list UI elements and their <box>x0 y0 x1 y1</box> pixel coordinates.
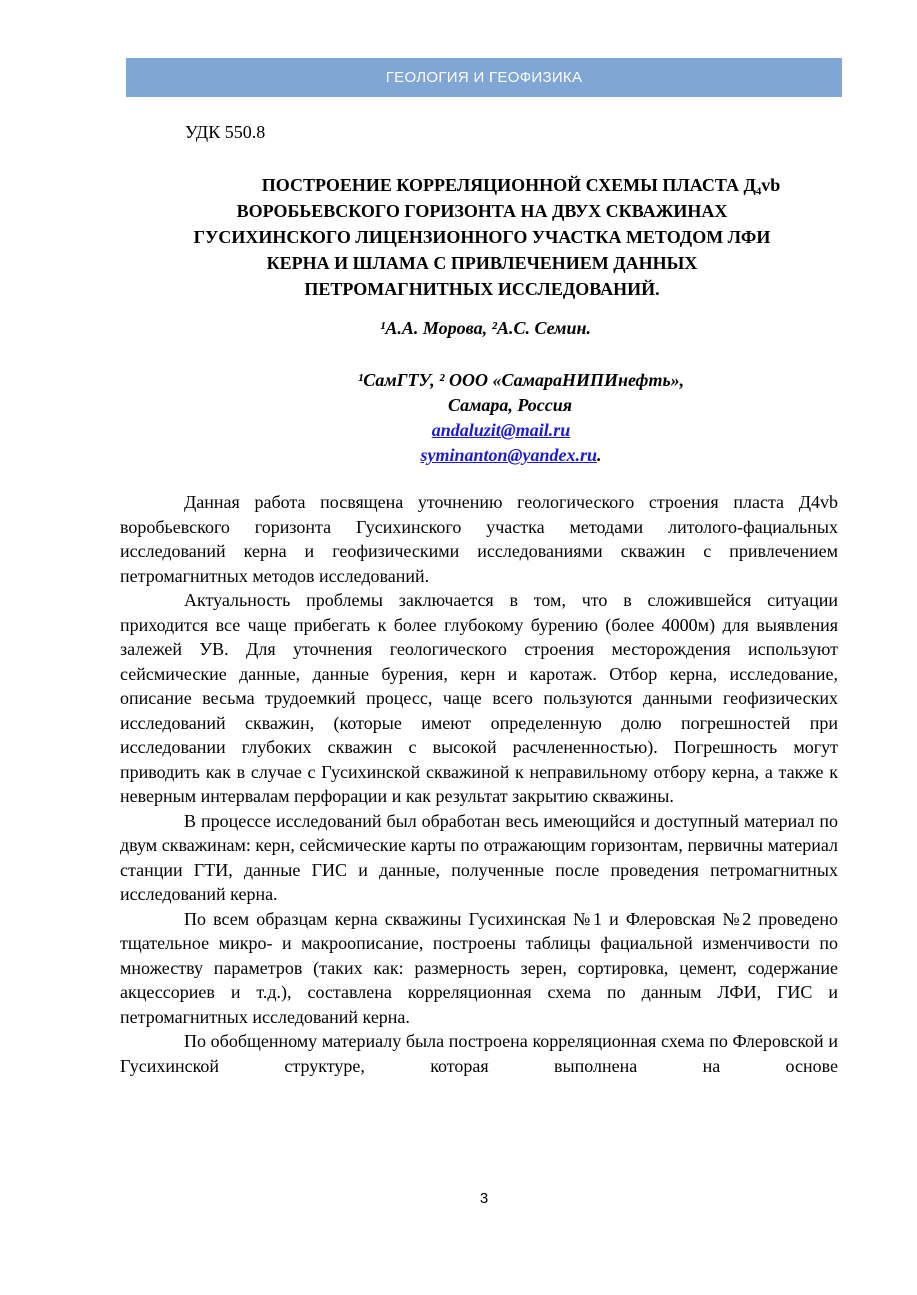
title-line: ГУСИХИНСКОГО ЛИЦЕНЗИОННОГО УЧАСТКА МЕТОДОМ ЛФИ <box>193 227 771 247</box>
title-line: ПЕТРОМАГНИТНЫХ ИССЛЕДОВАНИЙ. <box>304 279 660 299</box>
email-link[interactable]: andaluzit@mail.ru <box>431 420 571 440</box>
paragraph: Актуальность проблемы заключается в том, что в сложившейся ситуации приходится все чаще прибегать к более глубокому бурению (более 4000м) для выявления залежей УВ. Для уточнения геологического строения месторождения используют сейсмические данные, данные бурения, керн и каротаж. Отбор керна, исследование, описание весьма трудоемкий процесс, чаще всего пользуются данными геофизических исследований скважин, (которые имеют определенную долю погрешностей при исследовании глубоких скважин с высокой расчлененностью). Погрешность могут приводить как в случае с Гусихинской скважиной к неправильному отбору керна, а также к неверным интервалам перфорации и как результат закрытию скважины. <box>120 590 838 806</box>
title-line: ПОСТРОЕНИЕ КОРРЕЛЯЦИОННОЙ СХЕМЫ ПЛАСТА Д₄vb <box>261 175 781 195</box>
paragraph: По обобщенному материалу была построена корреляционная схема по Флеровской и Гусихинской структуре, которая выполнена на основе <box>120 1031 838 1076</box>
page-number: 3 <box>479 1190 489 1207</box>
body-text <box>120 490 838 1078</box>
section-header-band <box>126 58 842 97</box>
title-line: ВОРОБЬЕВСКОГО ГОРИЗОНТА НА ДВУХ СКВАЖИНАХ <box>236 201 728 221</box>
authors: ¹А.А. Морова, ²А.С. Семин. <box>380 318 591 338</box>
paragraph: По всем образцам керна скважины Гусихинская №1 и Флеровская №2 проведено тщательное микро- и макроописание, построены таблицы фациальной изменчивости по множеству параметров (таких как: размерность зерен, сортировка, цемент, содержание акцессориев и т.д.), составлена корреляционная схема по данным ЛФИ, ГИС и петромагнитных исследований керна. <box>120 908 838 1027</box>
email-link[interactable]: syminanton@yandex.ru <box>420 445 597 465</box>
affiliation-block: ¹СамГТУ, ² ООО «СамараНИПИнефть», Самара, Россия andaluzit@mail.ru syminanton@yandex.ru. <box>120 368 844 468</box>
udk-code: УДК 550.8 <box>185 122 266 142</box>
paragraph: Данная работа посвящена уточнению геологического строения пласта Д4vb воробьевского горизонта Гусихинского участка методами литолого-фациальных исследований керна и геофизическими исследованиями скважин с привлечением петромагнитных методов исследований. <box>120 492 838 586</box>
title-line: КЕРНА И ШЛАМА С ПРИВЛЕЧЕНИЕМ ДАННЫХ <box>266 253 698 273</box>
affiliation-line: ¹СамГТУ, ² ООО «СамараНИПИнефть», <box>357 370 685 390</box>
paper-title <box>120 172 844 302</box>
section-title: ГЕОЛОГИЯ И ГЕОФИЗИКА <box>385 69 583 86</box>
paragraph: В процессе исследований был обработан весь имеющийся и доступный материал по двум скважинам: керн, сейсмические карты по отражающим горизонтам, первичны материал станции ГТИ, данные ГИС и данные, полученные после проведения петромагнитных исследований керна. <box>120 810 838 904</box>
affiliation-city: Самара, Россия <box>447 395 573 415</box>
